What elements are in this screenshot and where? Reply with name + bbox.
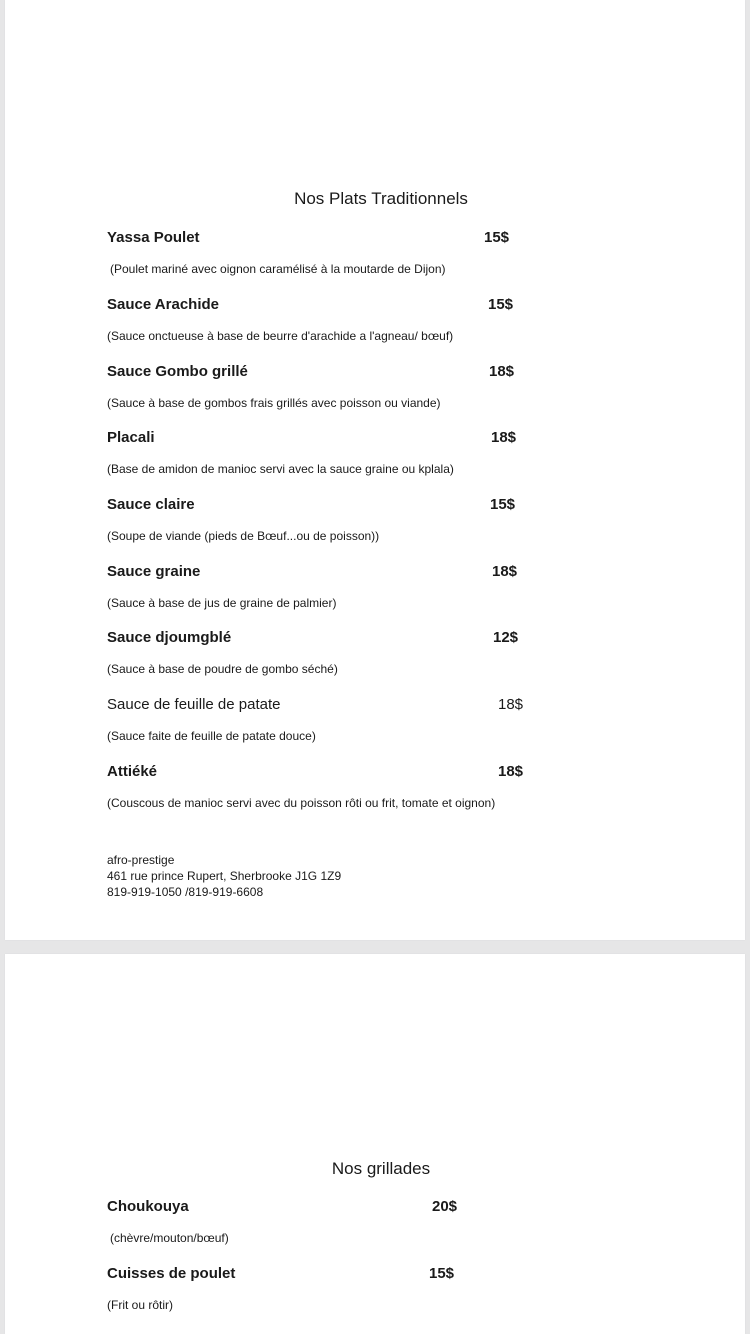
menu-item-description: (Sauce onctueuse à base de beurre d'arachide a l'agneau/ bœuf) bbox=[107, 329, 454, 343]
menu-item-name: Sauce claire bbox=[107, 496, 195, 513]
menu-item-description: (Sauce faite de feuille de patate douce) bbox=[107, 729, 316, 743]
menu-item bbox=[107, 296, 707, 343]
menu-item-price: 18$ bbox=[498, 763, 524, 780]
menu-item-name: Yassa Poulet bbox=[107, 229, 200, 246]
restaurant-name: afro-prestige bbox=[107, 853, 175, 867]
menu-item-name: Placali bbox=[107, 429, 155, 446]
menu-item bbox=[107, 563, 707, 610]
document-page-2 bbox=[5, 954, 745, 1334]
menu-item-name: Sauce Arachide bbox=[107, 296, 219, 313]
menu-item-description: (Frit ou rôtir) bbox=[107, 1298, 173, 1312]
menu-item-description: (Soupe de viande (pieds de Bœuf...ou de poisson)) bbox=[107, 529, 380, 543]
menu-item-name: Sauce Gombo grillé bbox=[107, 363, 248, 380]
menu-item bbox=[107, 229, 707, 276]
document-page-1 bbox=[5, 0, 745, 940]
menu-item-name: Choukouya bbox=[107, 1198, 189, 1215]
menu-item-price: 15$ bbox=[490, 496, 516, 513]
restaurant-phones: 819-919-1050 /819-919-6608 bbox=[107, 885, 264, 899]
menu-item bbox=[107, 763, 707, 810]
menu-item-price: 18$ bbox=[498, 696, 524, 713]
menu-item-description: (Sauce à base de poudre de gombo séché) bbox=[107, 662, 338, 676]
menu-item-price: 15$ bbox=[429, 1265, 455, 1282]
menu-item-description: (Sauce à base de gombos frais grillés avec poisson ou viande) bbox=[107, 396, 441, 410]
restaurant-address: 461 rue prince Rupert, Sherbrooke J1G 1Z9 bbox=[107, 869, 342, 883]
menu-item-name: Sauce graine bbox=[107, 563, 201, 580]
menu-item-name: Sauce djoumgblé bbox=[107, 629, 232, 646]
menu-item-description: (Base de amidon de manioc servi avec la sauce graine ou kplala) bbox=[107, 462, 454, 476]
menu-item-description: (Poulet mariné avec oignon caramélisé à la moutarde de Dijon) bbox=[110, 262, 446, 276]
menu-item-name: Attiéké bbox=[107, 763, 158, 780]
menu-item-price: 12$ bbox=[493, 629, 519, 646]
menu-item bbox=[107, 429, 707, 476]
menu-item bbox=[107, 1265, 707, 1312]
menu-item bbox=[107, 629, 707, 676]
menu-item bbox=[107, 1198, 707, 1245]
menu-item-price: 15$ bbox=[484, 229, 510, 246]
restaurant-info bbox=[107, 852, 341, 900]
menu-item-price: 20$ bbox=[432, 1198, 458, 1215]
menu-item-name: Sauce de feuille de patate bbox=[107, 696, 281, 713]
menu-item bbox=[107, 496, 707, 543]
section-title-traditional: Nos Plats Traditionnels bbox=[294, 189, 468, 208]
menu-item-description: (Couscous de manioc servi avec du poisson rôti ou frit, tomate et oignon) bbox=[107, 796, 496, 810]
menu-item-price: 18$ bbox=[489, 363, 515, 380]
menu-item-price: 18$ bbox=[491, 429, 517, 446]
menu-item bbox=[107, 363, 707, 410]
menu-item bbox=[107, 696, 707, 743]
menu-item-description: (Sauce à base de jus de graine de palmier) bbox=[107, 596, 337, 610]
section-title-grill: Nos grillades bbox=[331, 1159, 431, 1178]
menu-item-name: Cuisses de poulet bbox=[107, 1265, 236, 1282]
menu-item-description: (chèvre/mouton/bœuf) bbox=[110, 1231, 229, 1245]
menu-item-price: 15$ bbox=[488, 296, 514, 313]
menu-item-price: 18$ bbox=[492, 563, 518, 580]
